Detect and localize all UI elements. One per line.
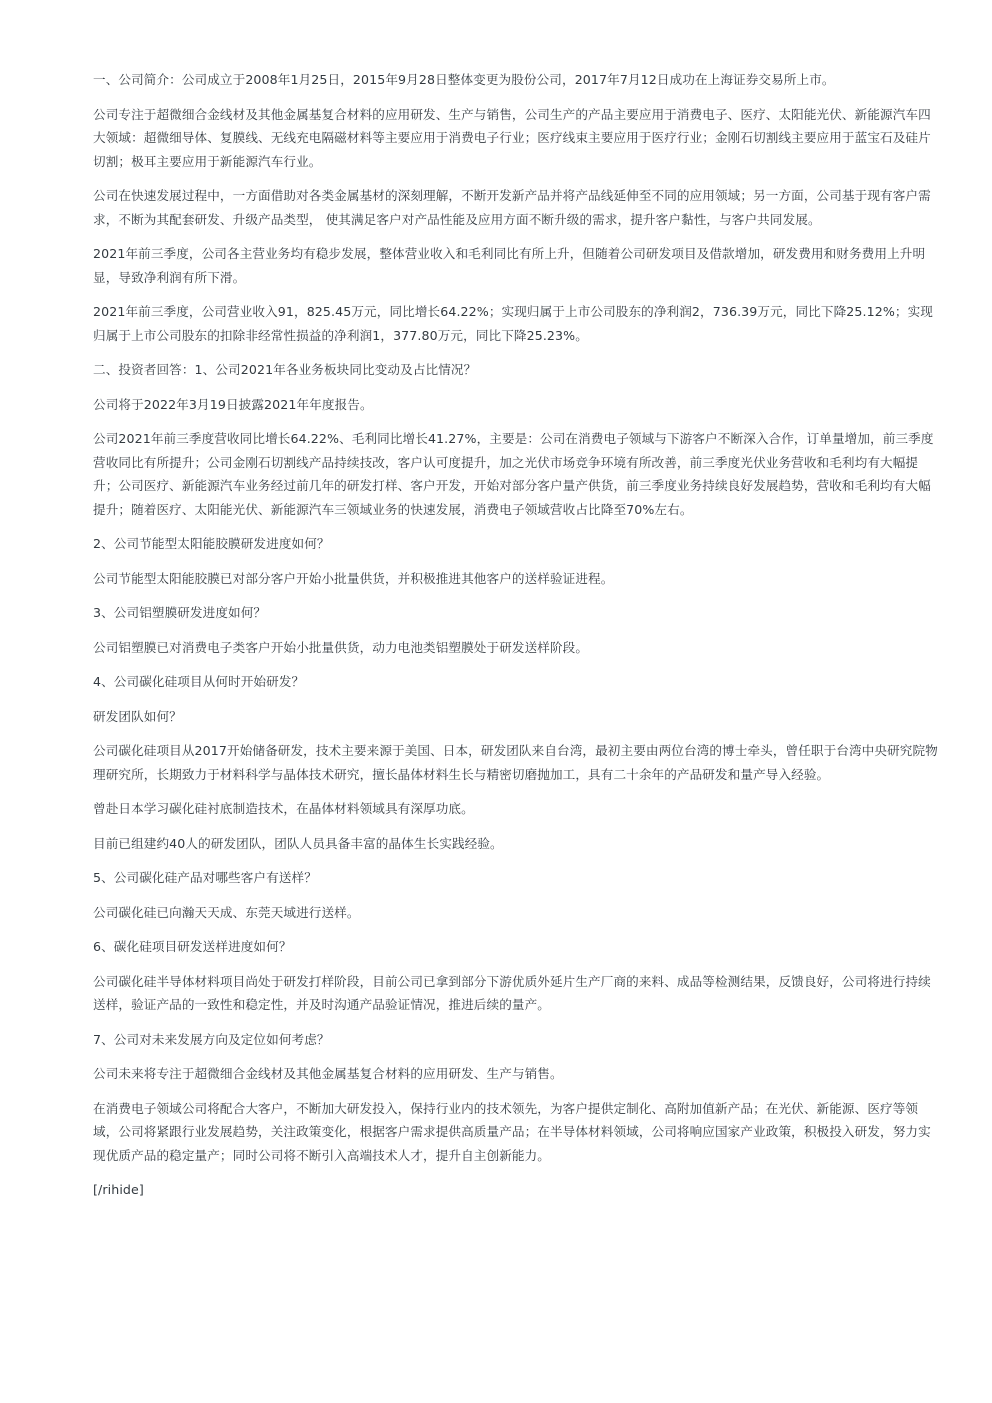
question-1: 二、投资者回答：1、公司2021年各业务板块同比变动及占比情况？ bbox=[93, 362, 477, 377]
answer-4c: 目前已组建约40人的研发团队，团队人员具备丰富的晶体生长实践经验。 bbox=[93, 835, 503, 851]
closing-tag: [/rihide] bbox=[93, 1182, 144, 1197]
answer-7b: 在消费电子领域公司将配合大客户，不断加大研发投入，保持行业内的技术领先，为客户提供定制化、高附加值新产品；在光伏、新能源、医疗等领域，公司将紧跟行业发展趋势，关注政策变化，根据客户需求提供高质量产品；在半导体材料领域，公司将响应国家产业政策，积极投入研发，努力实现优质产品的稳定量产；同时公司将不断引入高端技术人才，提升自主创新能力。 bbox=[93, 1100, 931, 1163]
answer-2: 公司节能型太阳能胶膜已对部分客户开始小批量供货，并积极推进其他客户的送样验证进程。 bbox=[93, 570, 614, 586]
document-body bbox=[93, 68, 943, 1213]
paragraph-q3-financials: 2021年前三季度，公司营业收入91，825.45万元，同比增长64.22%；实现归属于上市公司股东的净利润2，736.39万元，同比下降25.12%；实现归属于上市公司股东的扣除非经常性损益的净利润1，377.80万元，同比下降25.23%。 bbox=[93, 304, 933, 343]
answer-5: 公司碳化硅已向瀚天天成、东莞天域进行送样。 bbox=[93, 904, 360, 920]
paragraph-company-intro: 一、公司简介：公司成立于2008年1月25日，2015年9月28日整体变更为股份公司，2017年7月12日成功在上海证券交易所上市。 bbox=[93, 72, 835, 87]
answer-1a: 公司将于2022年3月19日披露2021年年度报告。 bbox=[93, 396, 373, 412]
answer-3: 公司铝塑膜已对消费电子类客户开始小批量供货，动力电池类铝塑膜处于研发送样阶段。 bbox=[93, 639, 589, 655]
paragraph-development: 公司在快速发展过程中，一方面借助对各类金属基材的深刻理解，不断开发新产品并将产品线延伸至不同的应用领域；另一方面，公司基于现有客户需求，不断为其配套研发、升级产品类型， 使其满足客户对产品性能及应用方面不断升级的需求，提升客户黏性，与客户共同发展。 bbox=[93, 188, 931, 227]
answer-4b: 曾赴日本学习碳化硅衬底制造技术，在晶体材料领域具有深厚功底。 bbox=[93, 801, 474, 816]
paragraph-q3-overview: 2021年前三季度，公司各主营业务均有稳步发展，整体营业收入和毛利同比有所上升，但随着公司研发项目及借款增加，研发费用和财务费用上升明显，导致净利润有所下滑。 bbox=[93, 246, 926, 285]
answer-4a: 公司碳化硅项目从2017开始储备研发，技术主要来源于美国、日本，研发团队来自台湾，最初主要由两位台湾的博士牵头，曾任职于台湾中央研究院物理研究所，长期致力于材料科学与晶体技术研究，擅长晶体材料生长与精密切磨抛加工，具有二十余年的产品研发和量产导入经验。 bbox=[93, 743, 938, 782]
paragraph-business-focus: 公司专注于超微细合金线材及其他金属基复合材料的应用研发、生产与销售，公司生产的产品主要应用于消费电子、医疗、太阳能光伏、新能源汽车四大领域：超微细导体、复膜线、无线充电隔磁材料等主要应用于消费电子行业；医疗线束主要应用于医疗行业；金刚石切割线主要应用于蓝宝石及硅片切割；极耳主要应用于新能源汽车行业。 bbox=[93, 106, 931, 169]
answer-7a: 公司未来将专注于超微细合金线材及其他金属基复合材料的应用研发、生产与销售。 bbox=[93, 1066, 563, 1081]
question-2: 2、公司节能型太阳能胶膜研发进度如何？ bbox=[93, 536, 330, 551]
answer-1b: 公司2021年前三季度营收同比增长64.22%、毛利同比增长41.27%，主要是：公司在消费电子领域与下游客户不断深入合作，订单量增加，前三季度营收同比有所提升；公司金刚石切割线产品持续技改，客户认可度提升，加之光伏市场竞争环境有所改善，前三季度光伏业务营收和毛利均有大幅提升；公司医疗、新能源汽车业务经过前几年的研发打样、客户开发，开始对部分客户量产供货，前三季度业务持续良好发展趋势，营收和毛利均有大幅提升；随着医疗、太阳能光伏、新能源汽车三领域业务的快速发展，消费电子领域营收占比降至70%左右。 bbox=[93, 431, 934, 517]
answer-6: 公司碳化硅半导体材料项目尚处于研发打样阶段，目前公司已拿到部分下游优质外延片生产厂商的来料、成品等检测结果，反馈良好，公司将进行持续送样，验证产品的一致性和稳定性，并及时沟通产品验证情况，推进后续的量产。 bbox=[93, 973, 931, 1012]
question-6: 6、碳化硅项目研发送样进度如何？ bbox=[93, 939, 292, 954]
question-7: 7、公司对未来发展方向及定位如何考虑？ bbox=[93, 1031, 330, 1047]
question-3: 3、公司铝塑膜研发进度如何？ bbox=[93, 605, 267, 620]
question-4-followup: 研发团队如何？ bbox=[93, 708, 182, 724]
question-4: 4、公司碳化硅项目从何时开始研发？ bbox=[93, 674, 305, 689]
question-5: 5、公司碳化硅产品对哪些客户有送样？ bbox=[93, 870, 317, 885]
